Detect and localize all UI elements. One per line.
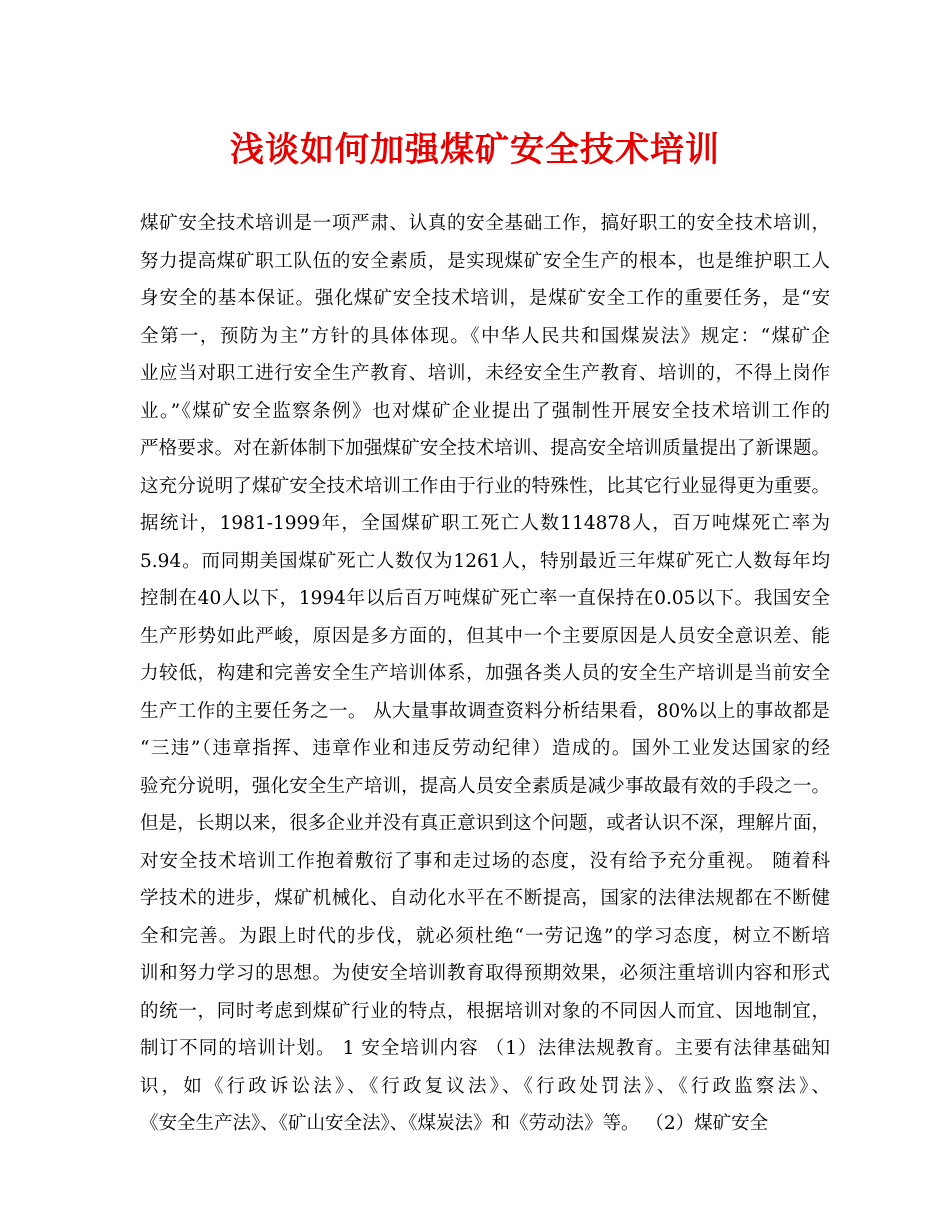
body-line: 识，如《行政诉讼法》、《行政复议法》、《行政处罚法》、《行政监察法》、: [140, 1075, 830, 1097]
body-line: 据统计，1981-1999年，全国煤矿职工死亡人数114878人，百万吨煤死亡率为: [140, 513, 830, 534]
body-line: 学技术的进步，煤矿机械化、自动化水平在不断提高，国家的法律法规都在不断健: [140, 888, 830, 909]
body-line: “三违”（违章指挥、违章作业和违反劳动纪律）造成的。国外工业发达国家的经: [140, 738, 830, 759]
document-title: 浅谈如何加强煤矿安全技术培训: [230, 130, 720, 170]
body-line: 对安全技术培训工作抱着敷衍了事和走过场的态度，没有给予充分重视。 随着科: [140, 850, 830, 872]
body-line: 《安全生产法》、《矿山安全法》、《煤炭法》和《劳动法》等。 （2）煤矿安全: [140, 1113, 769, 1134]
body-line: 制订不同的培训计划。 1 安全培训内容 （1）法律法规教育。主要有法律基础知: [140, 1038, 830, 1059]
body-line: 努力提高煤矿职工队伍的安全素质，是实现煤矿安全生产的根本，也是维护职工人: [140, 250, 830, 272]
body-line: 但是，长期以来，很多企业并没有真正意识到这个问题，或者认识不深，理解片面，: [140, 813, 830, 834]
body-line: 生产工作的主要任务之一。 从大量事故调查资料分析结果看，80%以上的事故都是: [140, 700, 830, 722]
body-line: 5.94。而同期美国煤矿死亡人数仅为1261人，特别最近三年煤矿死亡人数每年均: [140, 550, 830, 572]
body-line: 验充分说明，强化安全生产培训，提高人员安全素质是减少事故最有效的手段之一。: [140, 775, 830, 797]
body-line: 生产形势如此严峻，原因是多方面的，但其中一个主要原因是人员安全意识差、能: [140, 625, 830, 647]
body-line: 的统一，同时考虑到煤矿行业的特点，根据培训对象的不同因人而宜、因地制宜，: [140, 1000, 830, 1022]
document-body: [140, 205, 830, 1143]
body-line: 控制在40人以下，1994年以后百万吨煤矿死亡率一直保持在0.05以下。我国安全: [140, 588, 830, 609]
body-line: 这充分说明了煤矿安全技术培训工作由于行业的特殊性，比其它行业显得更为重要。: [140, 475, 830, 497]
body-line: 业应当对职工进行安全生产教育、培训，未经安全生产教育、培训的，不得上岗作: [140, 363, 830, 384]
body-line: 全和完善。为跟上时代的步伐，就必须杜绝“一劳记逸”的学习态度，树立不断培: [140, 925, 830, 947]
body-line: 煤矿安全技术培训是一项严肃、认真的安全基础工作，搞好职工的安全技术培训，: [140, 213, 830, 234]
body-line: 全第一，预防为主”方针的具体体现。《中华人民共和国煤炭法》规定：“煤矿企: [140, 325, 830, 347]
body-line: 业。”《煤矿安全监察条例》也对煤矿企业提出了强制性开展安全技术培训工作的: [140, 400, 830, 422]
body-line: 训和努力学习的思想。为使安全培训教育取得预期效果，必须注重培训内容和形式: [140, 963, 830, 984]
body-line: 身安全的基本保证。强化煤矿安全技术培训，是煤矿安全工作的重要任务，是“安: [140, 288, 830, 309]
body-line: 力较低，构建和完善安全生产培训体系，加强各类人员的安全生产培训是当前安全: [140, 663, 830, 684]
body-line: 严格要求。对在新体制下加强煤矿安全技术培训、提高安全培训质量提出了新课题。: [140, 438, 830, 459]
